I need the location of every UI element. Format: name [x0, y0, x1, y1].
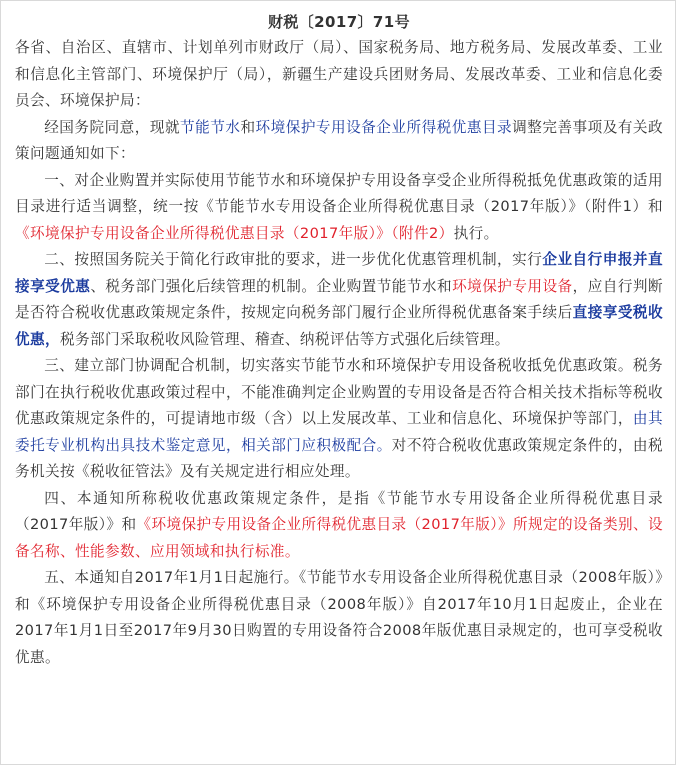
energy-water-saving-link[interactable]: 节能节水	[180, 118, 241, 136]
clause-4-text: 四、本通知所称税收优惠政策规定条件，是指《节能节水专用设备企业所得税优惠目录（2017年版）》和	[15, 489, 663, 533]
clause-2-end: 税务部门采取税收风险管理、稽查、纳税评估等方式强化后续管理。	[59, 330, 510, 348]
clause-1-end: 执行。	[453, 224, 499, 242]
clause-1-red-highlight: 《环境保护专用设备企业所得税优惠目录（2017年版）》（附件2）	[15, 224, 454, 242]
clause-2-text-b: 、税务部门强化后续管理的机制。企业购置节能节水和	[90, 277, 453, 295]
direct-enjoy-tax-link[interactable]: 直接享受税收优惠，	[15, 304, 663, 348]
clause-3	[15, 353, 663, 486]
clause-2-text: 二、按照国务院关于简化行政审批的要求，进一步优化优惠管理机制，实行	[44, 251, 543, 268]
clause-3-text: 三、建立部门协调配合机制，切实落实节能节水和环境保护专用设备税收抵免优惠政策。税务部门在执行税收优惠政策过程中，不能准确判定企业购置的专用设备是否符合相关技术指标等税收优惠政策规定条件的，可提请地市级（含）以上发展改革、工业和信息化、环境保护等部门，	[15, 357, 663, 427]
intro-text: 经国务院同意，现就	[44, 118, 181, 136]
intro-text-end: 调整完善事项及有关政策问题通知如下：	[15, 118, 663, 162]
clause-4	[15, 486, 663, 566]
clause-2	[15, 247, 663, 353]
clause-1	[15, 168, 663, 248]
addressee-paragraph: 各省、自治区、直辖市、计划单列市财政厅（局）、国家税务局、地方税务局、发展改革委、工业和信息化主管部门、环境保护厅（局），新疆生产建设兵团财务局、发展改革委、工业和信息化委员会、环境保护局：	[15, 39, 663, 109]
clause-4-red-highlight: 《环境保护专用设备企业所得税优惠目录（2017年版）》所规定的设备类别、设备名称、性能参数、应用领域和执行标准。	[15, 516, 663, 560]
self-declare-enjoy-link[interactable]: 企业自行申报并直接享受优惠	[15, 251, 664, 295]
technical-appraisal-link[interactable]: 由其委托专业机构出具技术鉴定意见，相关部门应积极配合。	[15, 410, 663, 454]
intro-paragraph	[15, 115, 663, 168]
clause-2-red-highlight: 环境保护专用设备	[452, 277, 573, 295]
clause-2-text-c: ，应自行判断是否符合税收优惠政策规定条件，按规定向税务部门履行企业所得税优惠备案手续后	[15, 277, 663, 321]
intro-conjunction: 和	[240, 118, 256, 136]
clause-3-end: 对不符合税收优惠政策规定条件的，由税务机关按《税收征管法》及有关规定进行相应处理。	[15, 436, 663, 480]
clause-5: 五、本通知自2017年1月1日起施行。《节能节水专用设备企业所得税优惠目录（2008年版）》和《环境保护专用设备企业所得税优惠目录（2008年版）》自2017年10月1日起废止，企业在2017年1月1日至2017年9月30日购置的专用设备符合2008年版优惠目录规定的，也可享受税收优惠。	[15, 569, 663, 666]
clause-1-text: 一、对企业购置并实际使用节能节水和环境保护专用设备享受企业所得税抵免优惠政策的适用目录进行适当调整，统一按《节能节水专用设备企业所得税优惠目录（2017年版）》（附件1）和	[15, 171, 663, 215]
env-protection-catalog-link[interactable]: 环境保护专用设备企业所得税优惠目录	[255, 118, 513, 136]
document-number-title: 财税〔2017〕71号	[267, 13, 411, 31]
